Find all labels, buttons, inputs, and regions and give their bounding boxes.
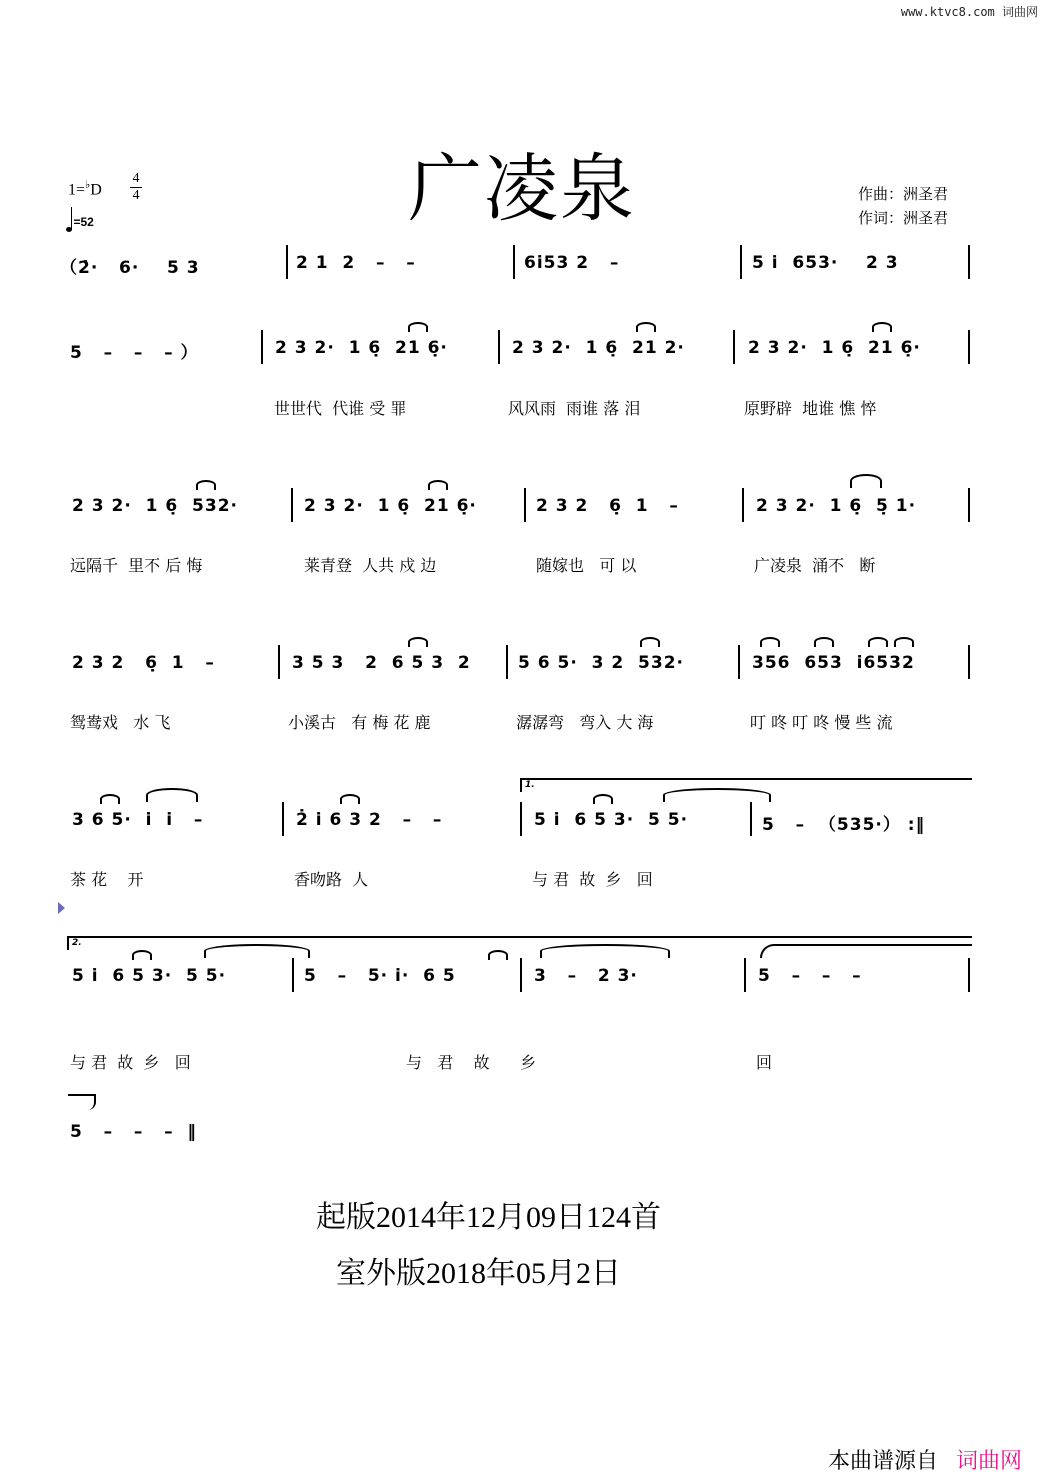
lyrics-line-2 <box>0 396 1044 420</box>
barline <box>744 958 746 992</box>
slur <box>760 637 780 647</box>
slur <box>488 950 508 960</box>
lyric: 与 君 故 乡 回 <box>532 870 653 889</box>
slur <box>814 637 834 647</box>
measure: 5 i̇ 6 5 3· 5 5· <box>72 966 227 986</box>
measure: 5 – – – ） <box>70 343 199 363</box>
barline <box>513 245 515 279</box>
volta-label: 2. <box>72 938 82 948</box>
lyrics-line-4 <box>0 710 1044 734</box>
measure: 2 3 2· 1 6̣ 532· <box>72 496 238 516</box>
slur <box>196 480 216 490</box>
measure: 5 – – – <box>758 966 862 986</box>
measure: 356 653 i̇6532 <box>752 653 915 673</box>
slur <box>408 322 428 332</box>
credits <box>858 182 948 230</box>
barline <box>520 958 522 992</box>
barline <box>742 488 744 522</box>
barline <box>968 245 970 279</box>
source-credit <box>828 1444 1022 1475</box>
slur <box>593 794 613 804</box>
source-brand-link[interactable]: 词曲网 <box>955 1449 1022 1474</box>
slur <box>408 637 428 647</box>
slur <box>340 794 360 804</box>
barline <box>968 488 970 522</box>
measure: 2 1 2 – – <box>296 253 416 273</box>
lyric: 世世代 代谁 受 罪 <box>274 399 407 418</box>
lyric: 风风雨 雨谁 落 泪 <box>508 399 641 418</box>
measure: 2 3 2· 1 6̣ 21 6̣· <box>304 496 477 516</box>
slur <box>100 794 120 804</box>
lyric: 与 君 故 乡 <box>406 1053 537 1072</box>
score-line-1 <box>60 245 975 285</box>
measure: 5 – – – ‖ <box>70 1122 197 1142</box>
edition-start-date: 起版2014年12月09日124首 <box>316 1201 661 1234</box>
site-watermark: www.ktvc8.com 词曲网 <box>900 5 1038 19</box>
barline <box>292 958 294 992</box>
lyrics-line-5 <box>0 867 1044 891</box>
barline <box>968 645 970 679</box>
slur <box>760 944 972 958</box>
key-signature <box>68 178 102 199</box>
tempo-value: =52 <box>73 215 94 229</box>
measure: （2̇· 6· 5 3 <box>60 258 200 278</box>
song-title: 广凌泉 <box>408 146 636 232</box>
barline <box>498 330 500 364</box>
lyric: 香吻路 人 <box>294 870 369 889</box>
lyric: 与 君 故 乡 回 <box>70 1053 191 1072</box>
measure: 3 – 2 3· <box>534 966 638 986</box>
time-top: 4 <box>132 171 140 186</box>
lyricist: 作词：洲圣君 <box>858 209 949 227</box>
tempo-marking <box>66 204 94 229</box>
measure: 5 6 5· 3 2 532· <box>518 653 684 673</box>
measure: 3 5 3 2 6 5 3 2 <box>292 653 471 673</box>
lyric: 叮 咚 叮 咚 慢 些 流 <box>750 713 893 732</box>
play-marker-icon[interactable] <box>58 902 65 914</box>
volta-label: 1. <box>525 780 535 790</box>
barline <box>286 245 288 279</box>
score-line-6 <box>60 938 975 998</box>
slur <box>663 788 771 802</box>
barline <box>740 245 742 279</box>
lyric: 鸳鸯戏 水 飞 <box>70 713 171 732</box>
measure: 2 3 2 6̣ 1 – <box>536 496 679 516</box>
score-line-3 <box>60 488 975 528</box>
barline <box>524 488 526 522</box>
score-line-7 <box>60 1114 975 1154</box>
slur <box>850 474 882 488</box>
slur <box>132 950 152 960</box>
lyrics-line-6 <box>0 1050 1044 1074</box>
slur <box>868 637 888 647</box>
measure: 2 3 2· 1 6̣ 5̣ 1· <box>756 496 917 516</box>
measure: 2 3 2· 1 6̣ 21 6̣· <box>748 338 921 358</box>
slur-continuation <box>68 1094 96 1110</box>
time-bottom: 4 <box>132 188 140 203</box>
lyric: 广凌泉 涌不 断 <box>754 556 876 575</box>
measure: 5 – （535·） :‖ <box>762 815 926 835</box>
lyric: 回 <box>756 1053 773 1072</box>
lyric: 茶 花 开 <box>70 870 144 889</box>
edition-outdoor-date: 室外版2018年05月2日 <box>336 1257 621 1290</box>
lyric: 随嫁也 可 以 <box>536 556 637 575</box>
measure: 2 3 2 6̣ 1 – <box>72 653 215 673</box>
barline <box>278 645 280 679</box>
score-line-5 <box>60 780 975 842</box>
barline <box>506 645 508 679</box>
score-line-2 <box>60 330 975 370</box>
barline <box>291 488 293 522</box>
slur <box>204 944 310 958</box>
slur <box>894 637 914 647</box>
measure: 5 – 5· i̇· 6 5 <box>304 966 456 986</box>
measure: 3 6 5· i̇ i̇ – <box>72 810 204 830</box>
slur <box>146 788 198 802</box>
lyrics-line-3 <box>0 553 1044 577</box>
time-signature <box>130 172 142 203</box>
measure: 5 i̇ 6 5 3· 5 5· <box>534 810 689 830</box>
score-line-4 <box>60 645 975 685</box>
key-prefix: 1= <box>68 181 86 199</box>
key-note: D <box>90 181 102 199</box>
barline <box>520 802 522 836</box>
slur <box>540 944 670 958</box>
source-label: 本曲谱源自 <box>827 1449 938 1474</box>
barline <box>733 330 735 364</box>
lyric: 远隔千 里不 后 悔 <box>70 556 203 575</box>
barline <box>968 958 970 992</box>
lyric: 原野辟 地谁 憔 悴 <box>744 399 877 418</box>
slur <box>640 637 660 647</box>
composer: 作曲：洲圣君 <box>858 185 949 203</box>
barline <box>282 802 284 836</box>
lyric: 小溪古 有 梅 花 鹿 <box>288 713 431 732</box>
lyric: 莱青登 人共 戍 边 <box>304 556 437 575</box>
barline <box>968 330 970 364</box>
barline <box>750 802 752 836</box>
barline <box>261 330 263 364</box>
slur <box>428 480 448 490</box>
lyric: 潺潺弯 弯入 大 海 <box>516 713 654 732</box>
measure: 2 3 2· 1 6̣ 21 6̣· <box>275 338 448 358</box>
measure: 5 i̇ 653· 2 3 <box>752 253 899 273</box>
slur <box>636 322 656 332</box>
note-stem <box>71 207 73 229</box>
flat-icon: ♭ <box>85 179 91 191</box>
measure: 6i̇53 2 – <box>524 253 620 273</box>
measure: 2̇ i̇ 6 3 2 – – <box>296 810 443 830</box>
barline <box>738 645 740 679</box>
slur <box>872 322 892 332</box>
measure: 2 3 2· 1 6̣ 21 2· <box>512 338 685 358</box>
